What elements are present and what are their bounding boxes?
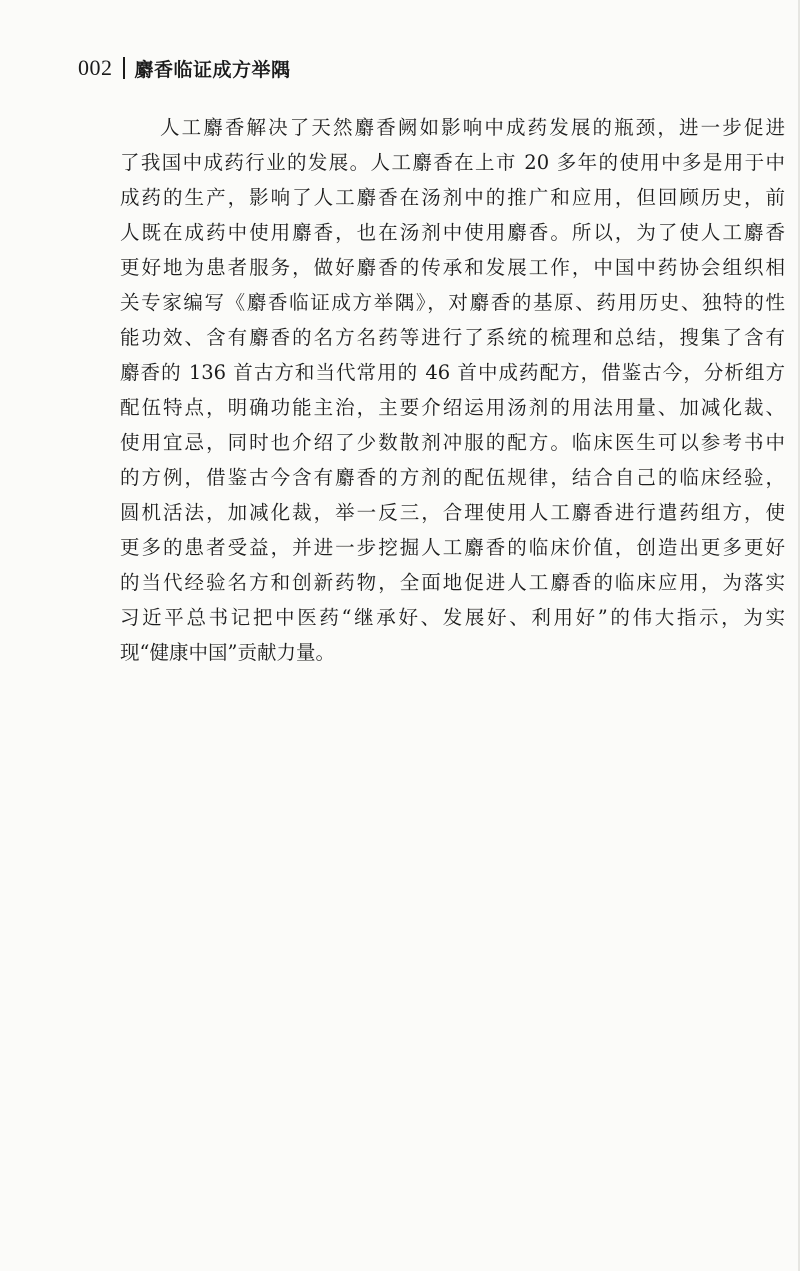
book-title: 麝香临证成方举隅 xyxy=(134,58,291,81)
text-line: 更多的患者受益，并进一步挖掘人工麝香的临床价值，创造出更多更好 xyxy=(120,536,785,559)
page-number: 002 xyxy=(78,55,113,80)
text-line: 的方例，借鉴古今含有麝香的方剂的配伍规律，结合自己的临床经验， xyxy=(120,466,785,489)
text-line: 人既在成药中使用麝香，也在汤剂中使用麝香。所以，为了使人工麝香 xyxy=(120,221,785,244)
text-line: 了我国中成药行业的发展。人工麝香在上市 20 多年的使用中多是用于中 xyxy=(120,151,785,174)
text-line: 的当代经验名方和创新药物，全面地促进人工麝香的临床应用，为落实 xyxy=(120,571,785,594)
text-line: 配伍特点，明确功能主治，主要介绍运用汤剂的用法用量、加减化裁、 xyxy=(120,396,785,419)
text-line: 现“健康中国”贡献力量。 xyxy=(120,641,335,664)
text-line: 成药的生产，影响了人工麝香在汤剂中的推广和应用，但回顾历史，前 xyxy=(120,186,785,209)
text-line: 更好地为患者服务，做好麝香的传承和发展工作，中国中药协会组织相 xyxy=(120,256,785,279)
text-line: 麝香的 136 首古方和当代常用的 46 首中成药配方，借鉴古今，分析组方 xyxy=(120,361,785,384)
header-divider xyxy=(123,57,125,79)
text-line: 人工麝香解决了天然麝香阙如影响中成药发展的瓶颈，进一步促进 xyxy=(160,116,785,139)
body-paragraph xyxy=(120,110,785,670)
text-line: 使用宜忌，同时也介绍了少数散剂冲服的配方。临床医生可以参考书中 xyxy=(120,431,785,454)
text-line: 习近平总书记把中医药“继承好、发展好、利用好”的伟大指示，为实 xyxy=(120,606,785,629)
running-header xyxy=(78,52,291,84)
text-line: 能功效、含有麝香的名方名药等进行了系统的梳理和总结，搜集了含有 xyxy=(120,326,785,349)
text-line: 关专家编写《麝香临证成方举隅》，对麝香的基原、药用历史、独特的性 xyxy=(120,291,785,314)
text-line: 圆机活法，加减化裁，举一反三，合理使用人工麝香进行遣药组方，使 xyxy=(120,501,785,524)
